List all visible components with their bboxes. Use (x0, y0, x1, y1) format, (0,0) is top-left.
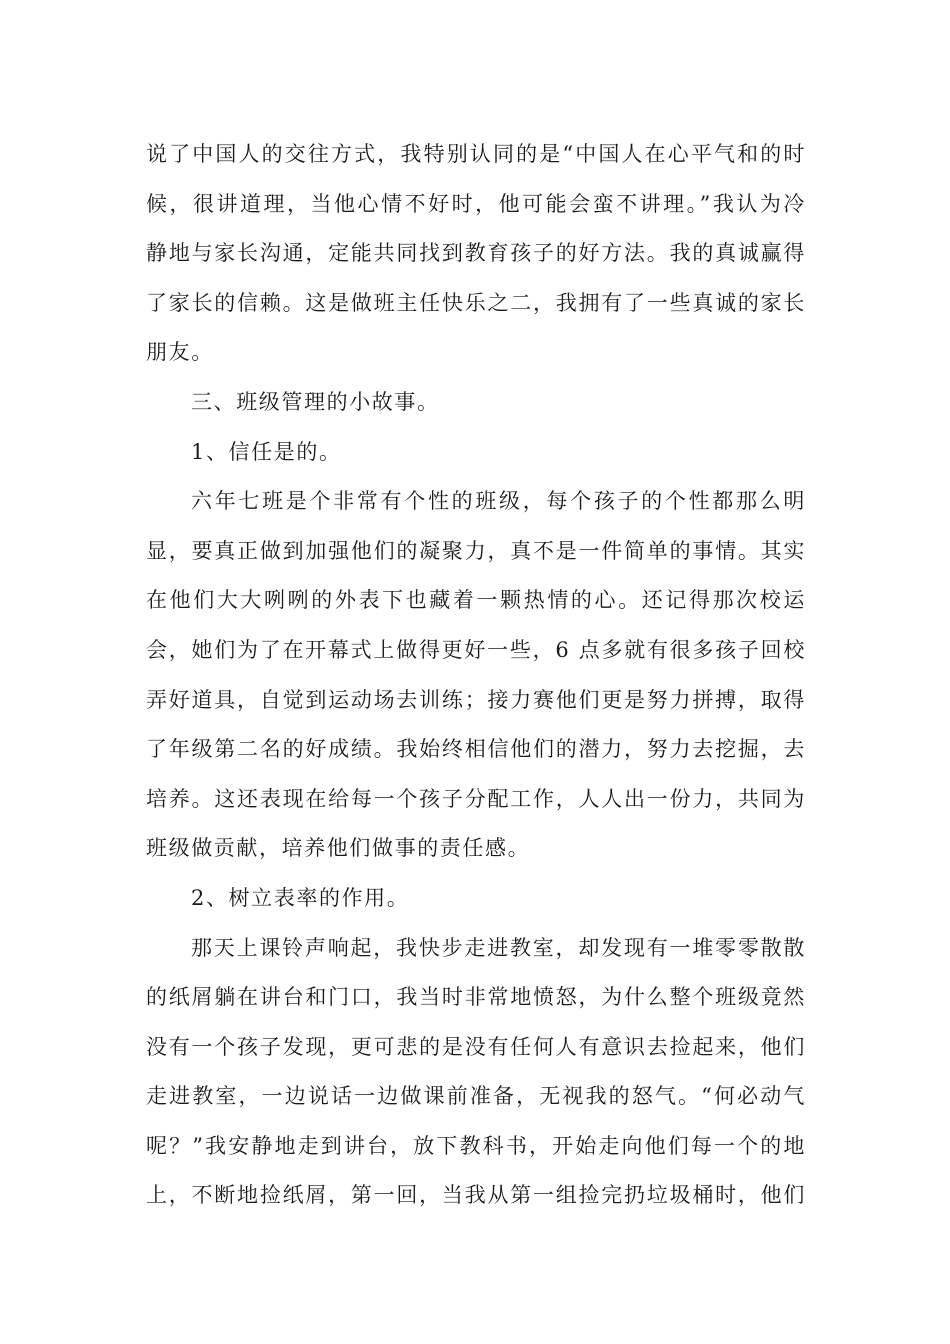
text-line: 上，不断地捡纸屑，第一回，当我从第一组捡完扔垃圾桶时，他们 (146, 1183, 806, 1208)
text-line: 在他们大大咧咧的外表下也藏着一颗热情的心。还记得那次校运 (146, 588, 806, 613)
text-line: 的纸屑躺在讲台和门口，我当时非常地愤怒，为什么整个班级竟然 (146, 985, 806, 1010)
text-line: 了年级第二名的好成绩。我始终相信他们的潜力，努力去挖掘，去 (146, 737, 806, 762)
subsection-heading: 1、信任是的。 (191, 439, 342, 464)
text-line: 培养。这还表现在给每一个孩子分配工作，人人出一份力，共同为 (146, 786, 806, 811)
subsection-heading: 2、树立表率的作用。 (191, 885, 410, 910)
text-line: 六年七班是个非常有个性的班级，每个孩子的个性都那么明 (191, 489, 806, 514)
text-line: 呢？”我安静地走到讲台，放下教科书，开始走向他们每一个的地 (146, 1133, 806, 1158)
text-line: 那天上课铃声响起，我快步走进教室，却发现有一堆零零散散 (191, 935, 806, 960)
text-line: 朋友。 (146, 340, 214, 365)
text-line: 了家长的信赖。这是做班主任快乐之二，我拥有了一些真诚的家长 (146, 290, 806, 315)
text-line: 班级做贡献，培养他们做事的责任感。 (146, 836, 531, 861)
text-line: 显，要真正做到加强他们的凝聚力，真不是一件简单的事情。其实 (146, 538, 806, 563)
body-text (146, 130, 806, 1221)
text-line: 说了中国人的交往方式，我特别认同的是“中国人在心平气和的时 (146, 142, 806, 166)
text-line: 走进教室，一边说话一边做课前准备，无视我的怒气。“何必动气 (146, 1084, 806, 1109)
text-line: 静地与家长沟通，定能共同找到教育孩子的好方法。我的真诚赢得 (146, 241, 806, 266)
text-line: 弄好道具，自觉到运动场去训练；接力赛他们更是努力拼搏，取得 (146, 687, 806, 712)
text-line: 会，她们为了在开幕式上做得更好一些，6 点多就有很多孩子回校 (146, 637, 806, 662)
text-line: 候，很讲道理，当他心情不好时，他可能会蛮不讲理。”我认为冷 (146, 191, 806, 216)
section-heading: 三、班级管理的小故事。 (191, 389, 440, 414)
text-line: 没有一个孩子发现，更可悲的是没有任何人有意识去捡起来，他们 (146, 1034, 806, 1059)
